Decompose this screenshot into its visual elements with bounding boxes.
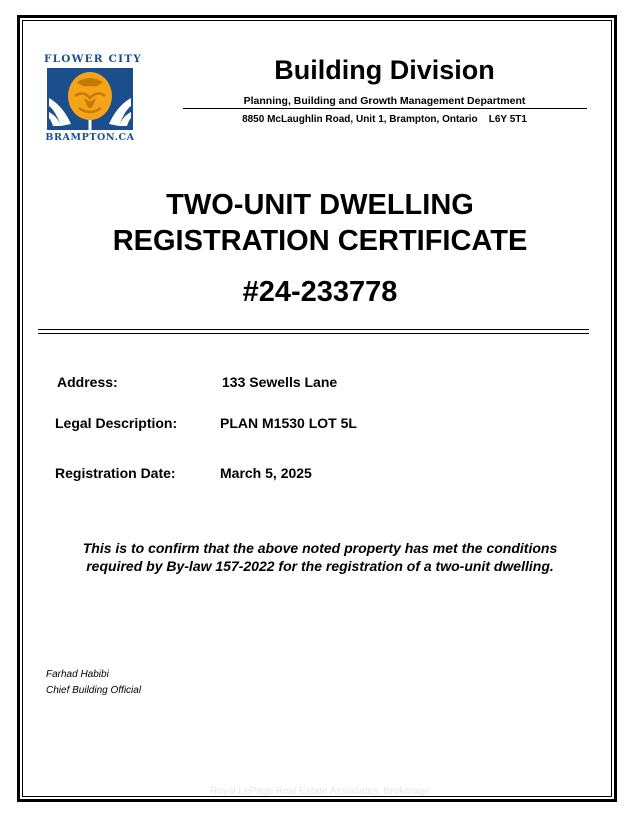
address-value: 133 Sewells Lane xyxy=(222,374,338,390)
department-address: 8850 McLaughlin Road, Unit 1, Brampton, Ontario L6Y 5T1 xyxy=(242,114,527,125)
address-label: Address: xyxy=(57,374,118,390)
certificate-title-line1: TWO-UNIT DWELLING xyxy=(166,189,474,221)
legal-description-value: PLAN M1530 LOT 5L xyxy=(220,415,357,431)
division-title: Building Division xyxy=(274,55,495,85)
confirmation-line2: required by By-law 157-2022 for the registration of a two-unit dwelling. xyxy=(86,558,554,574)
certificate-number: #24-233778 xyxy=(242,276,398,308)
section-divider-top xyxy=(38,329,589,330)
confirmation-line1: This is to confirm that the above noted property has met the conditions xyxy=(82,540,558,556)
registration-date-value: March 5, 2025 xyxy=(220,465,312,481)
brampton-logo xyxy=(44,53,142,148)
signatory-title: Chief Building Official xyxy=(46,685,142,696)
confirmation-statement xyxy=(30,539,610,575)
brokerage-watermark: Royal LePage Real Estate Associates, Brokerage xyxy=(210,786,430,797)
registration-date-label: Registration Date: xyxy=(55,465,176,481)
logo-bottom-text: BRAMPTON.CA xyxy=(45,132,135,143)
header-divider xyxy=(183,108,587,109)
legal-description-label: Legal Description: xyxy=(55,415,178,431)
logo-top-text: FLOWER CITY xyxy=(44,53,142,65)
section-divider-bottom xyxy=(38,333,589,334)
department-name: Planning, Building and Growth Management Department xyxy=(243,95,526,107)
flower-rose-icon xyxy=(47,68,133,130)
signatory-name: Farhad Habibi xyxy=(46,669,109,680)
certificate-title-line2: REGISTRATION CERTIFICATE xyxy=(112,225,528,257)
